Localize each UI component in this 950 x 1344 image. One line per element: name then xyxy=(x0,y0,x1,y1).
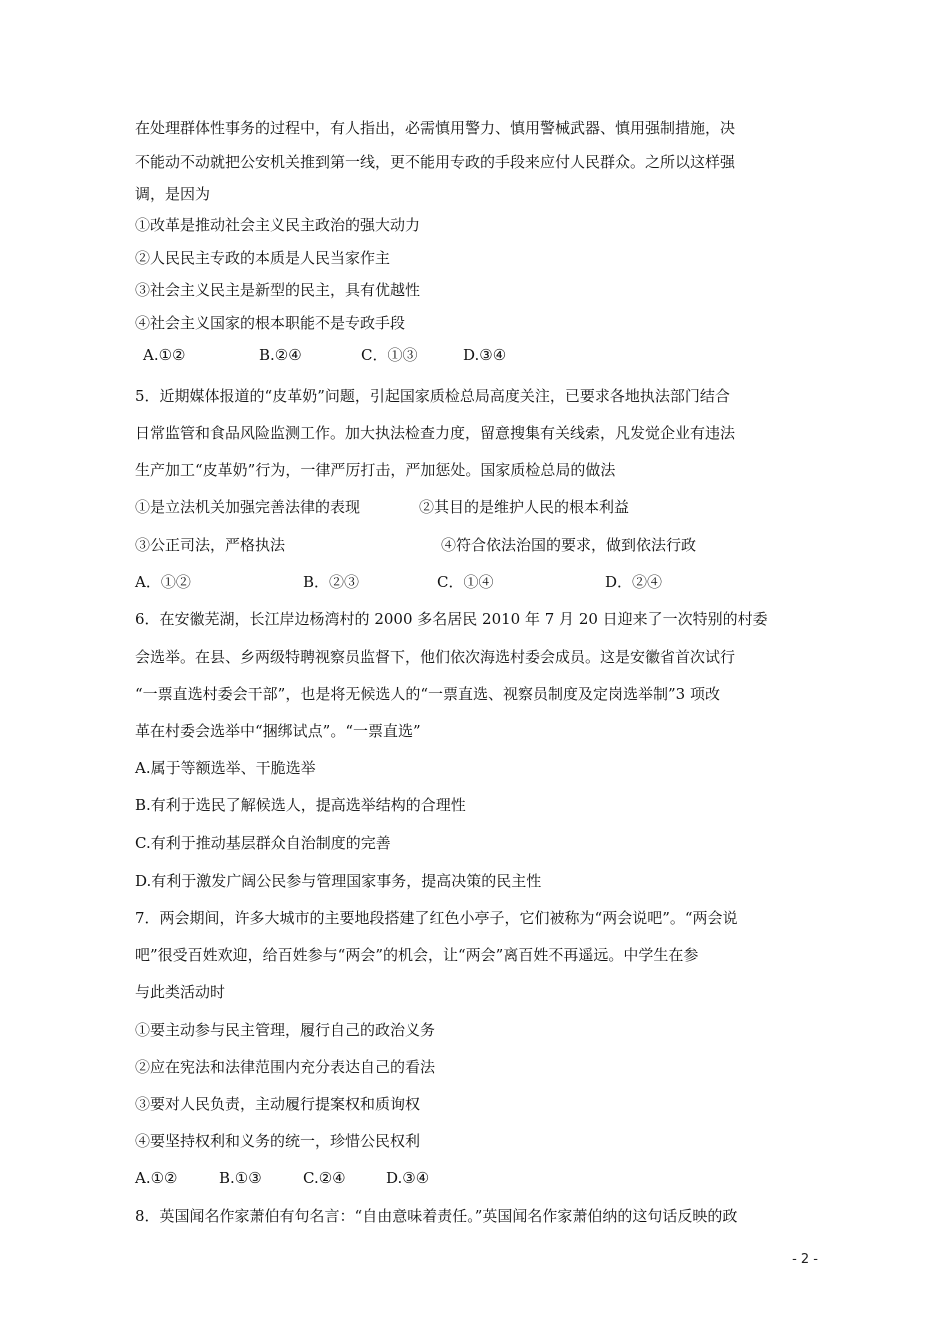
q4-stem-line-1: 在处理群体性事务的过程中，有人指出，必需慎用警力、慎用警械武器、慎用强制措施，决 xyxy=(135,119,736,137)
q5-statement-4: ④符合依法治国的要求，做到依法行政 xyxy=(441,536,697,554)
q7-stem-line-3: 与此类活动时 xyxy=(135,983,226,1001)
q5-stem-line-2: 日常监管和食品风险监测工作。加大执法检查力度，留意搜集有关线索，凡发觉企业有违法 xyxy=(135,424,736,442)
q4-option-a[interactable]: A.①② xyxy=(143,346,186,364)
q4-stem-line-3: 调，是因为 xyxy=(135,185,211,203)
q6-option-b[interactable]: B.有利于选民了解候选人，提高选举结构的合理性 xyxy=(135,796,466,814)
q7-statement-3: ③要对人民负责，主动履行提案权和质询权 xyxy=(135,1095,421,1113)
q7-stem-line-1: 7．两会期间，许多大城市的主要地段搭建了红色小亭子，它们被称为“两会说吧”。“两会说 xyxy=(135,909,738,927)
q4-option-c[interactable]: C．①③ xyxy=(361,346,418,364)
q6-stem-line-3: “一票直选村委会干部”，也是将无候选人的“一票直选、视察员制度及定岗选举制”3 项改 xyxy=(135,685,720,703)
q7-stem-line-2: 吧”很受百姓欢迎，给百姓参与“两会”的机会，让“两会”离百姓不再遥远。中学生在参 xyxy=(135,946,699,964)
q6-stem-line-4: 革在村委会选举中“捆绑试点”。“一票直选” xyxy=(135,722,421,740)
q7-option-d[interactable]: D.③④ xyxy=(386,1169,430,1187)
q7-option-c[interactable]: C.②④ xyxy=(303,1169,346,1187)
q7-option-b[interactable]: B.①③ xyxy=(219,1169,262,1187)
q8-stem-line-1: 8．英国闻名作家萧伯有句名言：“自由意味着责任。”英国闻名作家萧伯纳的这句话反映的政 xyxy=(135,1207,738,1225)
q4-statement-1: ①改革是推动社会主义民主政治的强大动力 xyxy=(135,216,421,234)
q6-stem-line-2: 会选举。在县、乡两级特聘视察员监督下，他们依次海选村委会成员。这是安徽省首次试行 xyxy=(135,648,736,666)
q4-statement-4: ④社会主义国家的根本职能不是专政手段 xyxy=(135,314,406,332)
q5-option-c[interactable]: C．①④ xyxy=(437,573,494,591)
q5-option-d[interactable]: D．②④ xyxy=(605,573,663,591)
q5-statement-1: ①是立法机关加强完善法律的表现 xyxy=(135,498,361,516)
q4-statement-3: ③社会主义民主是新型的民主，具有优越性 xyxy=(135,281,421,299)
q6-option-d[interactable]: D.有利于激发广阔公民参与管理国家事务，提高决策的民主性 xyxy=(135,872,542,890)
q7-statement-2: ②应在宪法和法律范围内充分表达自己的看法 xyxy=(135,1058,436,1076)
q4-option-b[interactable]: B.②④ xyxy=(259,346,302,364)
q5-option-b[interactable]: B．②③ xyxy=(303,573,360,591)
q7-statement-4: ④要坚持权利和义务的统一，珍惜公民权利 xyxy=(135,1132,421,1150)
q4-option-d[interactable]: D.③④ xyxy=(463,346,507,364)
page-number: - 2 - xyxy=(792,1252,818,1267)
q5-option-a[interactable]: A．①② xyxy=(135,573,191,591)
q4-stem-line-2: 不能动不动就把公安机关推到第一线，更不能用专政的手段来应付人民群众。之所以这样强 xyxy=(135,153,736,171)
q5-stem-line-1: 5．近期媒体报道的“皮革奶”问题，引起国家质检总局高度关注，已要求各地执法部门结合 xyxy=(135,387,730,405)
q6-stem-line-1: 6．在安徽芜湖，长江岸边杨湾村的 2000 多名居民 2010 年 7 月 20 日迎来了一次特别的村委 xyxy=(135,610,768,628)
q5-stem-line-3: 生产加工“皮革奶”行为，一律严厉打击，严加惩处。国家质检总局的做法 xyxy=(135,461,616,479)
q6-option-a[interactable]: A.属于等额选举、干脆选举 xyxy=(135,759,316,777)
q7-statement-1: ①要主动参与民主管理，履行自己的政治义务 xyxy=(135,1021,436,1039)
q7-option-a[interactable]: A.①② xyxy=(135,1169,178,1187)
q5-statement-3: ③公正司法，严格执法 xyxy=(135,536,286,554)
q4-statement-2: ②人民民主专政的本质是人民当家作主 xyxy=(135,249,391,267)
q5-statement-2: ②其目的是维护人民的根本利益 xyxy=(419,498,630,516)
q6-option-c[interactable]: C.有利于推动基层群众自治制度的完善 xyxy=(135,834,391,852)
